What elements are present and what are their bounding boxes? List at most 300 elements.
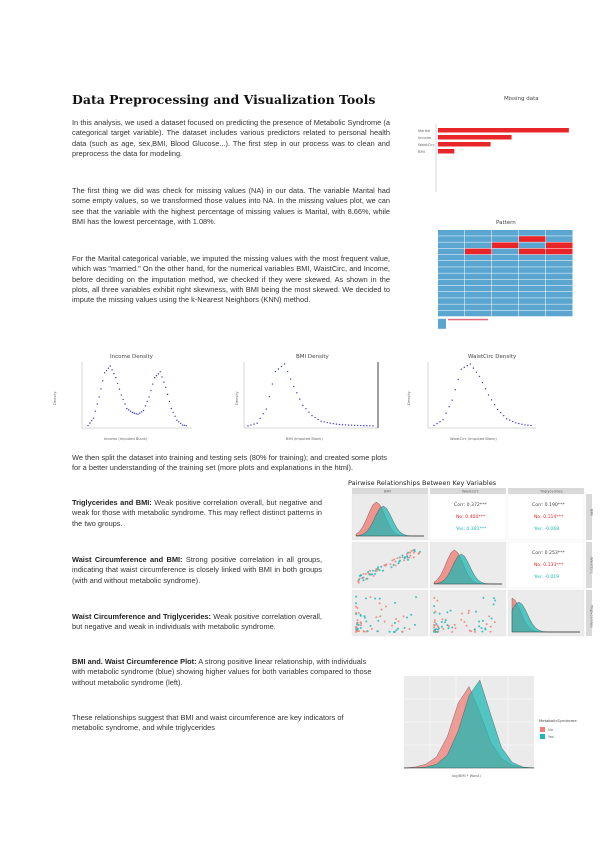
waist-trig-head: Waist Circumference and Triglycerides: — [72, 612, 212, 621]
density-point — [182, 424, 183, 425]
pairs-scatter-point — [481, 631, 483, 633]
pairs-scatter-point — [379, 598, 381, 600]
density-point — [143, 410, 144, 411]
missing-bar-label: Marital — [418, 129, 431, 133]
density-point — [287, 371, 288, 372]
pairs-scatter-point — [355, 630, 357, 632]
pairs-scatter-point — [391, 566, 393, 568]
density-point — [485, 388, 486, 389]
density-point — [106, 370, 107, 371]
corr-overall: Corr: 0.253*** — [532, 551, 565, 556]
pairs-scatter-point — [355, 606, 357, 608]
pairs-scatter-point — [355, 627, 357, 629]
pairs-scatter-point — [377, 568, 379, 570]
corr-no: No: 0.114*** — [534, 515, 564, 520]
missing-plot-title: Missing data — [504, 96, 539, 102]
density-point — [506, 418, 507, 419]
density-point — [152, 383, 153, 384]
density-point — [87, 425, 88, 426]
density-point — [345, 424, 346, 425]
pairs-scatter-point — [482, 597, 484, 599]
pairs-scatter-point — [369, 625, 371, 627]
waistcirc-density-plot — [400, 350, 540, 442]
pairs-scatter-point — [489, 631, 491, 633]
density-point — [110, 365, 111, 366]
pairs-scatter-point — [359, 614, 361, 616]
pairs-scatter-point — [410, 550, 412, 552]
density-point — [509, 419, 510, 420]
density-point — [479, 376, 480, 377]
density-point — [89, 422, 90, 423]
missing-bar — [438, 149, 454, 154]
pairs-scatter-point — [415, 596, 417, 598]
pattern-cell — [519, 286, 546, 292]
pairs-scatter-point — [490, 626, 492, 628]
pairs-scatter-point — [444, 621, 446, 623]
density-point — [442, 419, 443, 420]
pairs-scatter-point — [408, 557, 410, 559]
density-point — [299, 398, 300, 399]
pairs-scatter-point — [437, 631, 439, 633]
pattern-cell — [519, 236, 546, 242]
pairs-scatter-point — [363, 615, 365, 617]
density-point — [100, 388, 101, 389]
pattern-cell — [492, 261, 519, 267]
pattern-cell — [438, 311, 465, 317]
bmi-density-plot — [226, 350, 386, 442]
legend-title: MetabolicSyndrome — [539, 718, 577, 723]
density-point — [488, 394, 489, 395]
pattern-cell — [465, 298, 492, 304]
page-title: Data Preprocessing and Visualization Tools — [72, 92, 376, 107]
pairs-scatter-point — [371, 573, 373, 575]
pairs-scatter-point — [468, 610, 470, 612]
pairs-scatter-point — [379, 615, 381, 617]
density-point — [156, 375, 157, 376]
pairs-scatter-point — [439, 613, 441, 615]
density-point — [137, 414, 138, 415]
pairs-scatter-point — [395, 564, 397, 566]
pairs-scatter-point — [357, 580, 359, 582]
pairs-scatter-point — [401, 554, 403, 556]
trig-bmi-body: Weak positive correlation overall, but negative and weak for those with metabolic syndrome. This may reflect distinct patterns in the two groups. — [72, 498, 322, 528]
pairs-scatter-point — [414, 624, 416, 626]
pairs-scatter-point — [441, 621, 443, 623]
pairs-scatter-point — [371, 628, 373, 630]
pairs-scatter-point — [409, 555, 411, 557]
pattern-cell — [465, 273, 492, 279]
pattern-cell — [438, 261, 465, 267]
paragraph-trig-bmi — [72, 498, 322, 529]
density-point — [113, 373, 114, 374]
pairs-row-strip — [586, 494, 592, 540]
density-point — [256, 422, 257, 423]
pattern-title: Pattern — [496, 220, 516, 226]
legend-label-no: No — [548, 728, 553, 732]
pairs-scatter-point — [384, 621, 386, 623]
density-point — [122, 399, 123, 400]
pattern-cell — [438, 255, 465, 261]
pattern-cell — [519, 261, 546, 267]
pairs-scatter-point — [365, 597, 367, 599]
density-point — [180, 423, 181, 424]
pairs-scatter-point — [475, 611, 477, 613]
missing-data-plot — [416, 92, 584, 344]
density-point — [317, 419, 318, 420]
pairs-scatter-point — [377, 566, 379, 568]
pattern-cell — [492, 298, 519, 304]
pairs-scatter-point — [410, 614, 412, 616]
pairs-row-label: Triglycerides — [589, 605, 594, 628]
pairs-scatter-point — [380, 566, 382, 568]
pairs-scatter-point — [442, 628, 444, 630]
pairs-scatter-point — [441, 626, 443, 628]
density-point — [458, 379, 459, 380]
density-point — [503, 415, 504, 416]
pairs-scatter-point — [381, 608, 383, 610]
pattern-cell — [546, 273, 573, 279]
density-point — [455, 389, 456, 390]
corr-no: No: 0.400*** — [456, 515, 486, 520]
pattern-cell — [519, 311, 546, 317]
pairs-scatter-point — [433, 624, 435, 626]
density-point — [176, 419, 177, 420]
pairs-scatter-point — [394, 622, 396, 624]
pairs-scatter-point — [362, 573, 364, 575]
pairs-scatter-point — [451, 627, 453, 629]
pattern-cell — [519, 249, 546, 255]
pattern-cell — [438, 280, 465, 286]
density-point — [500, 412, 501, 413]
density-point — [158, 373, 159, 374]
pattern-cell — [438, 267, 465, 273]
density-point — [333, 423, 334, 424]
pattern-cell — [465, 311, 492, 317]
pairs-scatter-point — [397, 562, 399, 564]
pairs-scatter-point — [478, 621, 480, 623]
pairs-scatter-point — [395, 618, 397, 620]
density-point — [293, 386, 294, 387]
pairs-scatter-point — [389, 563, 391, 565]
pairs-scatter-point — [438, 627, 440, 629]
pattern-cell — [438, 249, 465, 255]
missing-bar-label: BMI — [418, 150, 425, 154]
pairs-scatter-point — [374, 597, 376, 599]
pattern-cell — [519, 242, 546, 248]
density-point — [521, 424, 522, 425]
pairs-scatter-point — [402, 556, 404, 558]
pairs-scatter-point — [355, 596, 357, 598]
density-point — [436, 423, 437, 424]
density-point — [247, 425, 248, 426]
pairs-scatter-point — [382, 570, 384, 572]
bmi-waist-body: A strong positive linear relationship, with individuals with metabolic syndrome (blue) showing higher values for both variables compared to those without metabolic syndrome (left). — [72, 657, 372, 687]
pairs-scatter-point — [434, 621, 436, 623]
pattern-cell — [438, 236, 465, 242]
density-point — [515, 422, 516, 423]
density-point — [323, 421, 324, 422]
pairs-scatter-point — [435, 623, 437, 625]
density-point — [320, 421, 321, 422]
pattern-cell — [546, 249, 573, 255]
density-point — [93, 418, 94, 419]
pairs-scatter-point — [370, 596, 372, 598]
pairs-scatter-point — [454, 627, 456, 629]
pairs-scatter-point — [393, 564, 395, 566]
density-point — [360, 425, 361, 426]
pairs-scatter-point — [398, 620, 400, 622]
pattern-cell — [519, 292, 546, 298]
pairs-scatter-point — [360, 624, 362, 626]
density-point — [482, 382, 483, 383]
density-point — [445, 413, 446, 414]
pattern-cell — [438, 273, 465, 279]
density-point — [169, 401, 170, 402]
pairs-scatter-point — [406, 617, 408, 619]
pairs-scatter-point — [433, 630, 435, 632]
density-point — [97, 403, 98, 404]
pairs-scatter-point — [486, 623, 488, 625]
density-point — [518, 423, 519, 424]
pairs-scatter-point — [357, 607, 359, 609]
pattern-cell — [492, 286, 519, 292]
pairs-col-label: WaistCirc — [462, 489, 479, 494]
pairs-scatter-point — [480, 627, 482, 629]
pattern-cell — [492, 236, 519, 242]
density-point — [281, 366, 282, 367]
density-point — [278, 368, 279, 369]
density-point — [351, 424, 352, 425]
pairs-scatter-point — [372, 570, 374, 572]
pairs-scatter-point — [394, 602, 396, 604]
density-point — [524, 424, 525, 425]
pairs-scatter-point — [363, 631, 365, 633]
pattern-cell — [492, 280, 519, 286]
density-point — [147, 401, 148, 402]
pairs-row-label: WaistCirc — [589, 557, 594, 574]
pattern-count-bar — [438, 319, 446, 329]
density-point — [314, 417, 315, 418]
pairs-scatter-point — [446, 611, 448, 613]
pattern-cell — [546, 286, 573, 292]
pairs-scatter-point — [391, 625, 393, 627]
pattern-cell — [519, 230, 546, 236]
pairs-scatter-point — [406, 557, 408, 559]
pairs-scatter-point — [433, 597, 435, 599]
pairs-scatter-point — [396, 557, 398, 559]
pattern-cell — [546, 267, 573, 273]
waistcirc-density-xlabel: WaistCirc (Imputed Blank) — [450, 437, 497, 441]
pairs-scatter-point — [404, 627, 406, 629]
pattern-cell — [546, 230, 573, 236]
pattern-cell — [492, 273, 519, 279]
pairs-scatter-point — [367, 571, 369, 573]
missing-bar-label: Income — [418, 136, 432, 140]
pattern-cell — [519, 273, 546, 279]
density-point — [102, 380, 103, 381]
density-point — [141, 411, 142, 412]
legend-swatch-no — [540, 727, 545, 732]
pairs-scatter-point — [377, 620, 379, 622]
pairs-scatter-point — [401, 631, 403, 633]
pattern-cell — [546, 242, 573, 248]
pattern-cell — [465, 280, 492, 286]
pattern-cell — [438, 242, 465, 248]
pattern-cell — [546, 261, 573, 267]
pattern-cell — [438, 286, 465, 292]
density-point — [336, 423, 337, 424]
density-point — [95, 410, 96, 411]
pairs-scatter-point — [399, 556, 401, 558]
pairs-scatter-point — [395, 629, 397, 631]
pairs-scatter-point — [493, 603, 495, 605]
waist-bmi-head: Waist Circumference and BMI: — [72, 555, 183, 564]
legend-label-yes: Yes — [548, 735, 554, 739]
density-point — [148, 396, 149, 397]
corr-yes: Yes: 0.381*** — [456, 527, 487, 532]
pairs-scatter-point — [413, 549, 415, 551]
pattern-cell — [465, 236, 492, 242]
density-point — [135, 413, 136, 414]
pattern-cell — [492, 249, 519, 255]
density-point — [154, 377, 155, 378]
pairs-scatter-point — [468, 612, 470, 614]
pairs-scatter-point — [365, 620, 367, 622]
density-point — [104, 372, 105, 373]
density-point — [167, 394, 168, 395]
pairs-scatter-point — [357, 619, 359, 621]
pairs-scatter-point — [360, 574, 362, 576]
density-point — [132, 412, 133, 413]
pattern-cell — [438, 292, 465, 298]
pattern-cell — [492, 230, 519, 236]
density-point — [160, 371, 161, 372]
density-point — [372, 425, 373, 426]
pairs-row-label: BMI — [589, 509, 594, 516]
density-point — [357, 425, 358, 426]
pairs-scatter-point — [466, 625, 468, 627]
pairs-scatter-point — [375, 616, 377, 618]
density-point — [184, 425, 185, 426]
pairs-scatter-point — [385, 606, 387, 608]
pairs-scatter-point — [434, 611, 436, 613]
paragraph-intro: In this analysis, we used a dataset focused on predicting the presence of Metabolic Syndrome (a categorical target variable). The dataset includes various predictors related to personal health data (such as age, sex,BMI, Blood Glucose...). The first step in our process was to clean and preprocess the data for modeling. — [72, 118, 390, 158]
pairs-scatter-point — [485, 629, 487, 631]
density-point — [128, 409, 129, 410]
corr-no: No: 0.133*** — [534, 563, 564, 568]
pattern-cell — [465, 286, 492, 292]
bmi-waist-xlabel: log(BMI * Waist) — [452, 774, 481, 778]
density-point — [439, 421, 440, 422]
density-point — [266, 408, 267, 409]
paragraph-split: We then split the dataset into training and testing sets (80% for training); and created some plots for a better understanding of the training set (more plots and explanations in the html). — [72, 453, 387, 473]
density-point — [98, 396, 99, 397]
density-point — [530, 425, 531, 426]
density-point — [330, 422, 331, 423]
pairs-scatter-point — [469, 629, 471, 631]
density-point — [491, 399, 492, 400]
pairs-scatter-point — [358, 612, 360, 614]
density-point — [311, 415, 312, 416]
pairs-scatter-point — [433, 626, 435, 628]
legend-swatch-yes — [540, 734, 545, 739]
density-point — [150, 390, 151, 391]
density-point — [126, 408, 127, 409]
pairs-scatter-point — [366, 578, 368, 580]
pattern-cell — [492, 311, 519, 317]
density-point — [461, 368, 462, 369]
bmi-density-xlabel: BMI (Imputed Blank) — [286, 437, 323, 441]
pairs-scatter-point — [406, 553, 408, 555]
density-point — [269, 396, 270, 397]
pattern-cell — [492, 304, 519, 310]
pattern-cell — [465, 261, 492, 267]
pairs-scatter-point — [478, 625, 480, 627]
density-point — [363, 425, 364, 426]
pattern-cell — [465, 292, 492, 298]
pairs-scatter-point — [442, 618, 444, 620]
pairs-scatter-point — [389, 631, 391, 633]
pairs-scatter-point — [407, 559, 409, 561]
bmi-density-ylabel: Density — [235, 391, 239, 405]
pairs-scatter-point — [361, 577, 363, 579]
pairs-scatter-point — [376, 630, 378, 632]
density-point — [527, 425, 528, 426]
pattern-cell — [438, 298, 465, 304]
pairs-scatter-point — [383, 564, 385, 566]
pairs-scatter-point — [365, 631, 367, 633]
waist-bmi-body: Strong positive correlation in all groups, indicating that waist circumference is closely linked with BMI in both groups (with and without metabolic syndrome). — [72, 555, 322, 585]
density-point — [494, 404, 495, 405]
pattern-cell — [519, 255, 546, 261]
density-point — [134, 412, 135, 413]
density-point — [284, 363, 285, 364]
pairs-scatter-point — [404, 556, 406, 558]
density-point — [185, 425, 186, 426]
pairs-scatter-point — [356, 622, 358, 624]
pairs-scatter-point — [474, 629, 476, 631]
pairs-scatter-point — [460, 619, 462, 621]
density-point — [433, 425, 434, 426]
pairs-scatter-point — [359, 578, 361, 580]
paragraph-imputation: For the Marital categorical variable, we imputed the missing values with the most frequent value, which was "married." On the other hand, for the numerical variables BMI, WaistCirc, and Income, before deciding on the imputation method, we checked if they were skewed. As shown in the plots, all three variables exhibit right skewness, with BMI being the most skewed. We decided to impute the missing values using the k-Nearest Neighbors (KNN) method. — [72, 254, 390, 305]
pattern-cell — [546, 255, 573, 261]
pairs-scatter-point — [491, 617, 493, 619]
pairs-scatter-point — [398, 561, 400, 563]
density-point — [354, 425, 355, 426]
pattern-cell — [519, 304, 546, 310]
density-point — [369, 425, 370, 426]
paragraph-waist-trig — [72, 612, 322, 633]
density-point — [296, 392, 297, 393]
density-point — [178, 421, 179, 422]
density-point — [339, 424, 340, 425]
density-point — [91, 420, 92, 421]
pattern-cell — [465, 249, 492, 255]
waist-trig-body: Weak positive correlation overall, but negative and weak in individuals with metabolic syndrome. — [72, 612, 322, 632]
missing-bar-label: WaistCirc — [418, 143, 435, 147]
corr-yes: Yes: -0.019 — [534, 575, 560, 580]
paragraph-bmi-waist — [72, 657, 372, 688]
density-point — [117, 383, 118, 384]
density-point — [342, 424, 343, 425]
missing-bar — [438, 128, 569, 133]
bmi-waist-plot — [396, 672, 592, 782]
corr-overall: Corr: 0.372*** — [454, 503, 487, 508]
pattern-cell — [492, 242, 519, 248]
corr-yes: Yes: -0.068 — [534, 527, 560, 532]
density-point — [171, 408, 172, 409]
